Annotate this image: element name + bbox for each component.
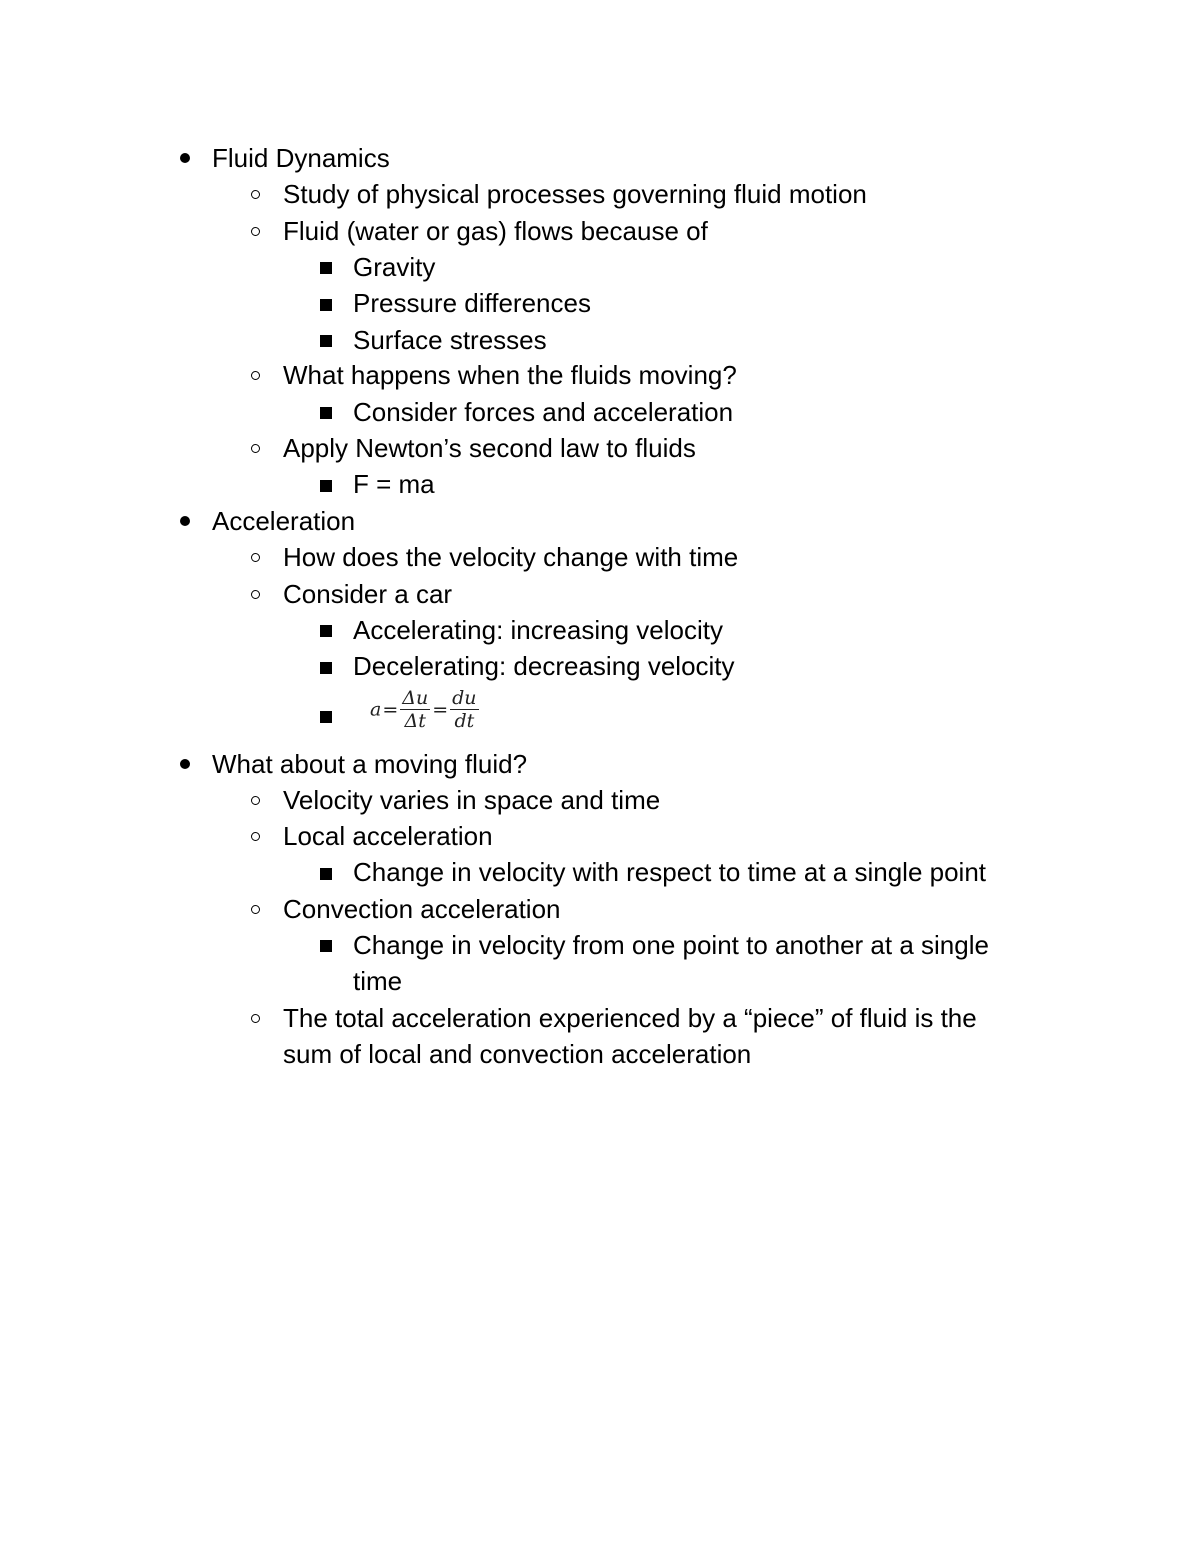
bullet-square [320,262,332,274]
list-item-continuation: time [353,966,403,996]
list-item: Change in velocity from one point to another at a single [353,930,989,960]
bullet-circle [251,1014,260,1023]
list-item: Fluid (water or gas) flows because of [283,216,708,246]
list-item: Surface stresses [353,325,547,355]
bullet-square [320,868,332,880]
list-item: What about a moving fluid? [212,749,528,779]
list-item: Consider a car [283,579,453,609]
bullet-square [320,940,332,952]
formula-denominator: Δt [404,710,426,732]
bullet-circle [251,444,260,453]
list-item: Local acceleration [283,821,493,851]
bullet-square [320,662,332,674]
bullet-circle [251,553,260,562]
list-item: Fluid Dynamics [212,143,390,173]
bullet-square [320,625,332,637]
list-item: Decelerating: decreasing velocity [353,651,735,681]
bullet-circle [251,371,260,380]
list-item: Acceleration [212,506,356,536]
bullet-disc [180,516,190,526]
bullet-square [320,407,332,419]
list-item: F = ma [353,469,435,499]
list-item: Accelerating: increasing velocity [353,615,723,645]
list-item: Velocity varies in space and time [283,785,661,815]
list-item: How does the velocity change with time [283,542,739,572]
formula-equals: = [382,698,399,721]
formula-fraction-delta [400,687,430,732]
acceleration-formula [370,687,480,732]
list-item: The total acceleration experienced by a “piece” of fluid is the [283,1003,977,1033]
formula-lhs: a [370,698,382,721]
formula-fraction-derivative [450,687,478,732]
formula-numerator: du [452,687,477,709]
list-item: Gravity [353,252,436,282]
bullet-square [320,299,332,311]
formula-equals: = [432,698,449,721]
formula-denominator: dt [454,710,475,732]
bullet-square [320,480,332,492]
bullet-circle [251,905,260,914]
bullet-circle [251,227,260,236]
list-item: Convection acceleration [283,894,561,924]
list-item-continuation: sum of local and convection acceleration [283,1039,752,1069]
bullet-circle [251,796,260,805]
formula-numerator: Δu [402,687,429,709]
list-item: Change in velocity with respect to time at a single point [353,857,987,887]
bullet-circle [251,190,260,199]
list-item: What happens when the fluids moving? [283,360,737,390]
list-item: Apply Newton’s second law to fluids [283,433,696,463]
list-item: Consider forces and acceleration [353,397,734,427]
bullet-circle [251,590,260,599]
bullet-square [320,711,332,723]
list-item: Pressure differences [353,288,591,318]
bullet-square [320,335,332,347]
bullet-disc [180,153,190,163]
bullet-disc [180,759,190,769]
list-item: Study of physical processes governing fluid motion [283,179,867,209]
bullet-circle [251,832,260,841]
